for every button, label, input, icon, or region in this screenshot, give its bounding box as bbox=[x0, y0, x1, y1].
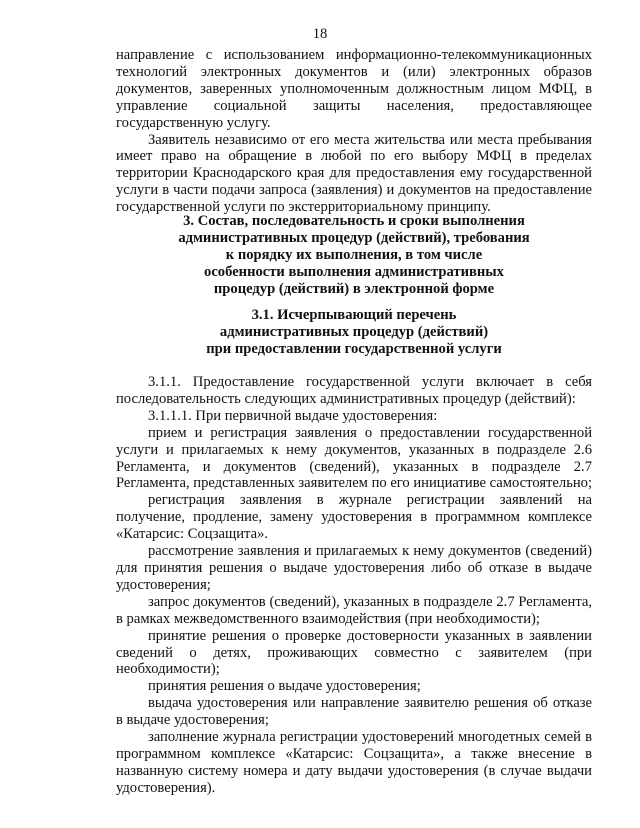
paragraph: прием и регистрация заявления о предоставлении государственной услуги и прилагаемых к нему документов, указанных в подразделе 2.6 Регламента, и документов (сведений), указанных в подразделе 2.7 Регламента, представленных заявителем по его инициативе самостоятельно; bbox=[116, 424, 593, 492]
paragraph: регистрация заявления в журнале регистрации заявлений на получение, продление, замену удостоверения в программном комплексе «Катарсис: Соцзащита». bbox=[116, 492, 592, 543]
paragraph: выдача удостоверения или направление заявителю решения об отказе в выдаче удостоверения; bbox=[116, 695, 592, 729]
paragraph: принятие решения о проверке достоверности указанных в заявлении сведений о детях, проживающих совместно с заявителем (при необходимости); bbox=[116, 627, 592, 678]
heading-line: административных процедур (действий), требования bbox=[178, 229, 530, 246]
paragraph: направление с использованием информационно-телекоммуникационных технологий электронных документов и (или) электронных образов документов, заверенных уполномоченным должностным лицом МФЦ, в управление социальной защиты населения, предоставляющее государственную услугу. bbox=[116, 47, 592, 131]
intro-text bbox=[116, 47, 592, 216]
heading-line: процедур (действий) в электронной форме bbox=[213, 280, 495, 297]
paragraph: запрос документов (сведений), указанных в подразделе 2.7 Регламента, в рамках межведомственного взаимодействия (при необходимости); bbox=[116, 593, 592, 627]
paragraph: заполнение журнала регистрации удостоверений многодетных семей в программном комплексе «Катарсис: Соцзащита», а также внесение в названную систему номера и дату выдачи удостоверения (в случае выдачи удостоверения). bbox=[116, 729, 592, 796]
paragraph: рассмотрение заявления и прилагаемых к нему документов (сведений) для принятия решения о выдаче удостоверения либо об отказе в выдаче удостоверения; bbox=[116, 543, 592, 593]
heading-line: 3.1. Исчерпывающий перечень bbox=[251, 307, 457, 323]
paragraph: Заявитель независимо от его места жительства или места пребывания имеет право на обращение в любой по его выбору МФЦ в пределах территории Краснодарского края для предоставления ему государственной услуги в части подачи запроса (заявления) и документов на предоставление государственной услуги по экстерриториальному принципу. bbox=[116, 131, 592, 216]
subsection-heading bbox=[116, 307, 592, 358]
page-number: 18 bbox=[312, 26, 328, 42]
heading-line: к порядку их выполнения, в том числе bbox=[225, 246, 483, 263]
paragraph: принятия решения о выдаче удостоверения; bbox=[148, 678, 421, 695]
paragraph: 3.1.1. Предоставление государственной услуги включает в себя последовательность следующих административных процедур (действий): bbox=[116, 374, 592, 407]
heading-line: 3. Состав, последовательность и сроки выполнения bbox=[183, 213, 525, 229]
heading-line: административных процедур (действий) bbox=[219, 323, 489, 340]
heading-line: при предоставлении государственной услуги bbox=[206, 340, 502, 357]
section-heading bbox=[116, 213, 592, 298]
paragraph: 3.1.1.1. При первичной выдаче удостоверения: bbox=[148, 407, 438, 424]
heading-line: особенности выполнения административных bbox=[204, 263, 504, 280]
body-text bbox=[116, 374, 592, 797]
